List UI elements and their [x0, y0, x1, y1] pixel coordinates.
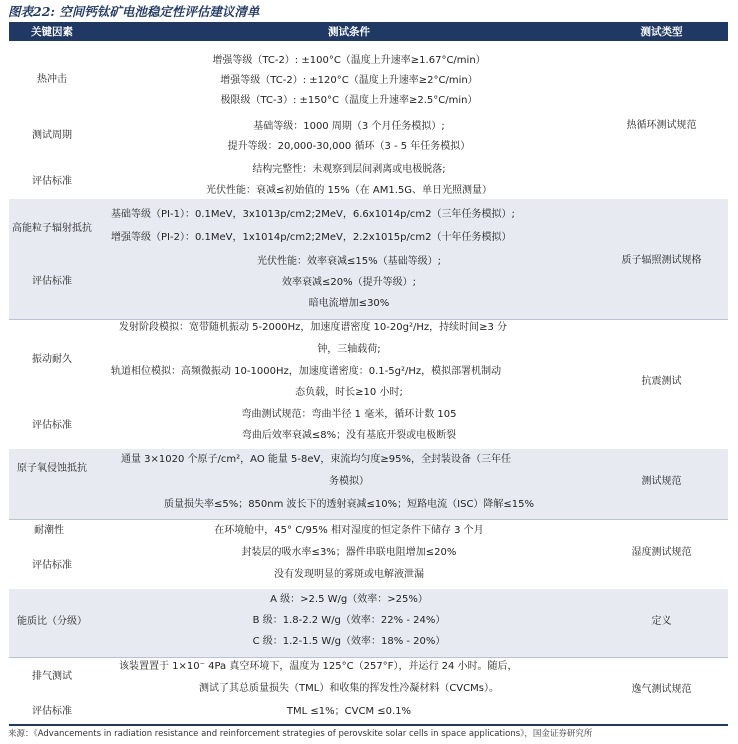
atomic-line-2: 务模拟）: [329, 476, 369, 487]
factor-capacity: 能质比（分级）: [17, 616, 87, 627]
factor-eval-2: 评估标准: [32, 276, 72, 287]
capacity-line-a: A 级：>2.5 W/g（效率：>25%）: [270, 594, 428, 605]
source-note: 来源：《Advancements in radiation resistance and reinforcement strategies of perovskite solar cells in space applications》，国金证券研究所: [8, 729, 593, 739]
type-thermal-cycle: 热循环测试规范: [626, 120, 697, 131]
factor-eval-1: 评估标准: [32, 176, 72, 187]
stability-table: [9, 22, 728, 726]
factor-test-period: 测试周期: [32, 130, 72, 141]
thermal-line-2: 增强等级（TC-2）: ±120°C（温度上升速率≥2°C/min）: [220, 75, 478, 86]
eval4-line-1: 封装层的吸水率≤3%；器件串联电阻增加≤20%: [241, 547, 457, 558]
eval5-line-1: TML ≤1%；CVCM ≤0.1%: [286, 706, 412, 717]
header-test-type: 测试类型: [640, 26, 683, 38]
eval1-line-1: 结构完整性：未观察到层间剥离或电极脱落;: [252, 164, 446, 175]
eval2-line-2: 效率衰减≤20%（提升等级）;: [282, 277, 416, 288]
eval3-line-2: 弯曲后效率衰减≤8%；没有基底开裂或电极断裂: [241, 430, 457, 441]
factor-particle-radiation: 高能粒子辐射抵抗: [12, 223, 92, 234]
humidity-line-1: 在环境舱中，45° C/95% 相对湿度的恒定条件下储存 3 个月: [214, 525, 484, 536]
particle-line-1: 基础等级（PI-1）：0.1MeV，3x1013p/cm2;2MeV，6.6x1014p/cm2（三年任务模拟）;: [111, 209, 515, 220]
atomic-line-1: 通量 3×1020 个原子/cm²，AO 能量 5-8eV，束流均匀度≥95%，全封装设备（三年任: [121, 454, 511, 465]
period-line-1: 基础等级：1000 周期（3 个月任务模拟）;: [253, 121, 445, 132]
factor-eval-5: 评估标准: [32, 706, 72, 717]
table-header: [9, 24, 728, 41]
figure-title: 图表22: 空间钙钛矿电池稳定性评估建议清单: [8, 4, 260, 19]
outgas-line-2: 测试了其总质量损失（TML）和收集的挥发性冷凝材料（CVCMs）。: [199, 683, 499, 694]
type-definition: 定义: [651, 616, 672, 627]
vibration-line-4: 态负载，时长≥10 小时;: [295, 387, 403, 398]
vibration-line-2: 钟，三轴载荷;: [317, 344, 381, 355]
eval2-line-3: 暗电流增加≤30%: [308, 298, 390, 309]
atomic-line-3: 质量损失率≤5%；850nm 波长下的透射衰减≤10%；短路电流（ISC）降解≤15%: [163, 499, 535, 510]
vibration-line-3: 轨道相位模拟：高频微振动 10-1000Hz，加速度谱密度：0.1-5g²/Hz，模拟部署机制动: [111, 366, 502, 377]
eval4-line-2: 没有发现明显的雾斑或电解液泄漏: [274, 569, 424, 580]
type-proton-irradiation: 质子辐照测试规格: [621, 255, 702, 266]
factor-outgas: 排气测试: [32, 671, 72, 682]
type-humidity: 湿度测试规范: [631, 547, 692, 558]
factor-thermal-shock: 热冲击: [37, 74, 67, 85]
factor-eval-4: 评估标准: [32, 560, 72, 571]
factor-humidity: 耐潮性: [34, 525, 64, 536]
eval3-line-1: 弯曲测试规范：弯曲半径 1 毫米，循环计数 105: [241, 409, 457, 420]
eval2-line-1: 光伏性能：效率衰减≤15%（基础等级）;: [257, 256, 441, 267]
header-key-factor: 关键因素: [31, 26, 73, 38]
thermal-line-3: 极限级（TC-3）: ±150°C（温度上升速率≥2.5°C/min）: [220, 95, 478, 106]
outgas-line-1: 该装置置于 1×10⁻ 4Pa 真空环境下，温度为 125°C（257°F），并运行 24 小时。随后，: [119, 661, 518, 672]
header-test-conditions: 测试条件: [328, 26, 370, 38]
capacity-line-b: B 级：1.8-2.2 W/g（效率：22% - 24%）: [252, 615, 446, 626]
eval1-line-2: 光伏性能：衰减≤初始值的 15%（在 AM1.5G、单日光照测量）: [205, 185, 493, 196]
particle-line-2: 增强等级（PI-2）：0.1MeV，1x1014p/cm2;2MeV，2.2x1015p/cm2（十年任务模拟）: [111, 232, 512, 243]
period-line-2: 提升等级：20,000-30,000 循环（3 - 5 年任务模拟）: [227, 141, 471, 152]
vibration-line-1: 发射阶段模拟：宽带随机振动 5-2000Hz，加速度谱密度 10-20g²/Hz，持续时间≥3 分: [119, 322, 508, 333]
capacity-line-c: C 级：1.2-1.5 W/g（效率：18% - 20%）: [252, 636, 446, 647]
thermal-line-1: 增强等级（TC-2）: ±100°C（温度上升速率≥1.67°C/min）: [212, 55, 486, 66]
factor-eval-3: 评估标准: [32, 420, 72, 431]
factor-vibration: 振动耐久: [32, 354, 72, 365]
type-test-spec: 测试规范: [641, 476, 682, 487]
type-seismic: 抗震测试: [641, 376, 682, 387]
type-outgas: 逸气测试规范: [631, 684, 692, 695]
factor-atomic-oxygen: 原子氧侵蚀抵抗: [17, 463, 87, 474]
